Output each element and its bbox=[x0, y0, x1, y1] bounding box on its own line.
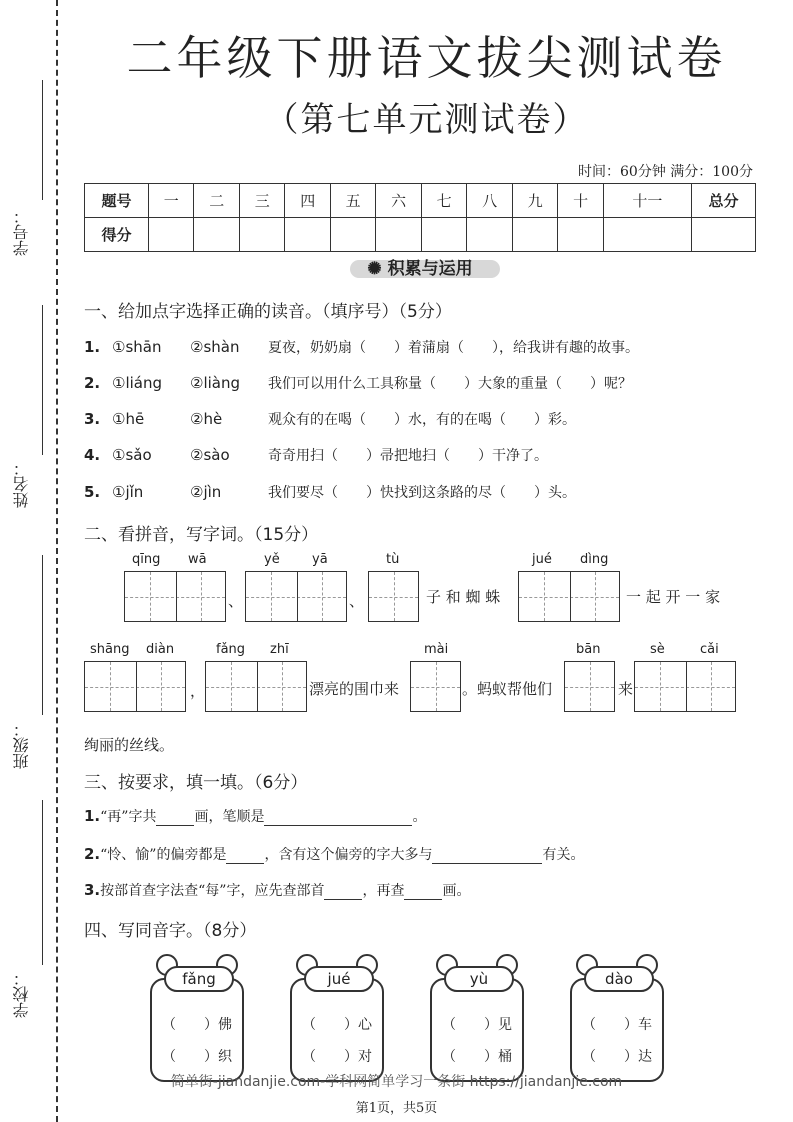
card-row[interactable]: （ ）织 bbox=[162, 1049, 232, 1065]
answer-blank[interactable] bbox=[324, 884, 362, 900]
separator-text: 、 bbox=[228, 592, 244, 610]
question-row bbox=[84, 337, 639, 357]
homophone-card bbox=[290, 970, 384, 1082]
score-table-col: 一 bbox=[149, 184, 194, 218]
score-table-header-row bbox=[85, 184, 756, 218]
card-word: 对 bbox=[358, 1049, 372, 1065]
option-2: ②jìn bbox=[190, 483, 222, 501]
card-word: 织 bbox=[218, 1049, 232, 1065]
card-row[interactable]: （ ）对 bbox=[302, 1049, 372, 1065]
section2-heading: 二、看拼音，写字词。（15分） bbox=[84, 525, 319, 545]
pinyin-label: wā bbox=[188, 552, 207, 567]
card-row[interactable]: （ ）车 bbox=[582, 1017, 652, 1033]
question-number: 3. bbox=[84, 881, 101, 899]
question-number: 1. bbox=[84, 338, 101, 356]
question-number: 2. bbox=[84, 845, 101, 863]
card-row[interactable]: （ ）心 bbox=[302, 1017, 372, 1033]
card-word: 达 bbox=[638, 1049, 652, 1065]
option-1: ①liáng bbox=[112, 374, 163, 392]
card-word: 佛 bbox=[218, 1017, 232, 1033]
score-table-col: 十一 bbox=[603, 184, 691, 218]
answer-blank[interactable] bbox=[226, 848, 264, 864]
option-1: ①sǎo bbox=[112, 446, 152, 464]
score-table-col: 七 bbox=[421, 184, 466, 218]
answer-blank[interactable] bbox=[432, 848, 542, 864]
score-table-col: 十 bbox=[558, 184, 603, 218]
score-table-row-label: 得分 bbox=[85, 218, 149, 252]
question-sentence: 夏夜，奶奶扇（ ）着蒲扇（ ），给我讲有趣的故事。 bbox=[268, 340, 639, 356]
card-row[interactable]: （ ）佛 bbox=[162, 1017, 232, 1033]
writing-grid[interactable] bbox=[245, 571, 347, 622]
card-pinyin: dào bbox=[584, 966, 654, 992]
question-text: 有关。 bbox=[542, 847, 585, 863]
time-info: 时间：60分钟 满分：100分 bbox=[578, 164, 753, 180]
question-row bbox=[84, 880, 470, 900]
section-banner bbox=[320, 254, 520, 282]
option-2: ②shàn bbox=[190, 338, 240, 356]
context-text: 子 和 蜘 蛛 bbox=[426, 588, 501, 606]
name-line[interactable] bbox=[42, 305, 43, 455]
question-sentence: 我们可以用什么工具称量（ ）大象的重量（ ）呢？ bbox=[268, 376, 632, 392]
writing-grid[interactable] bbox=[368, 571, 419, 622]
card-word: 心 bbox=[358, 1017, 372, 1033]
school-label: 学校： bbox=[12, 970, 31, 1018]
student-number-field bbox=[10, 80, 50, 260]
score-cell[interactable] bbox=[558, 218, 603, 252]
writing-grid[interactable] bbox=[124, 571, 226, 622]
name-field bbox=[10, 305, 50, 515]
context-text: 。蚂蚁帮他们 bbox=[462, 680, 553, 698]
score-table-col: 六 bbox=[376, 184, 421, 218]
score-table-col: 四 bbox=[285, 184, 330, 218]
pinyin-label: shāng bbox=[90, 642, 130, 657]
question-text: ，含有这个偏旁的字大多与 bbox=[264, 847, 433, 863]
option-1: ①jǐn bbox=[112, 483, 144, 501]
card-row[interactable]: （ ）达 bbox=[582, 1049, 652, 1065]
pinyin-label: tù bbox=[386, 552, 400, 567]
context-text: 一 起 开 一 家 bbox=[626, 588, 721, 606]
writing-grid[interactable] bbox=[518, 571, 620, 622]
pinyin-label: mài bbox=[424, 642, 449, 657]
student-number-line[interactable] bbox=[42, 80, 43, 200]
score-cell[interactable] bbox=[603, 218, 691, 252]
card-row[interactable]: （ ）桶 bbox=[442, 1049, 512, 1065]
option-1: ①hē bbox=[112, 410, 145, 428]
pinyin-label: diàn bbox=[146, 642, 175, 657]
question-number: 1. bbox=[84, 807, 101, 825]
score-cell[interactable] bbox=[239, 218, 284, 252]
separator-text: 、 bbox=[349, 592, 365, 610]
question-text: “再”字共 bbox=[100, 809, 157, 825]
score-table-score-row bbox=[85, 218, 756, 252]
class-label: 班级： bbox=[12, 721, 31, 769]
question-text: 。 bbox=[412, 809, 427, 825]
card-pinyin: yù bbox=[444, 966, 514, 992]
class-line[interactable] bbox=[42, 555, 43, 715]
score-cell[interactable] bbox=[194, 218, 239, 252]
banner-star-icon: ✺ bbox=[367, 259, 388, 279]
writing-grid[interactable] bbox=[634, 661, 736, 712]
page-title: 二年级下册语文拔尖测试卷 bbox=[126, 31, 727, 85]
context-text: 漂亮的围巾来 bbox=[309, 680, 400, 698]
question-sentence: 奇奇用扫（ ）帚把地扫（ ）干净了。 bbox=[268, 448, 548, 464]
score-table bbox=[84, 183, 756, 252]
question-number: 3. bbox=[84, 410, 101, 428]
question-sentence: 我们要尽（ ）快找到这条路的尽（ ）头。 bbox=[268, 485, 576, 501]
score-cell[interactable] bbox=[149, 218, 194, 252]
watermark-text: 简单街-jiandanjie.com-学科网简单学习一条街 https://jiandanjie.com bbox=[170, 1074, 623, 1090]
question-row bbox=[84, 482, 576, 502]
pinyin-label: cǎi bbox=[700, 642, 719, 657]
question-number: 2. bbox=[84, 374, 101, 392]
section1-heading: 一、给加点字选择正确的读音。（填序号）（5分） bbox=[84, 302, 452, 322]
score-cell[interactable] bbox=[421, 218, 466, 252]
context-text: 绚丽的丝线。 bbox=[84, 736, 175, 754]
card-word: 见 bbox=[498, 1017, 512, 1033]
option-2: ②liàng bbox=[190, 374, 241, 392]
score-table-col: 五 bbox=[330, 184, 375, 218]
pinyin-label: qīng bbox=[132, 552, 161, 567]
pinyin-label: sè bbox=[650, 642, 665, 657]
answer-blank[interactable] bbox=[404, 884, 442, 900]
context-text: 来 bbox=[618, 680, 634, 698]
pinyin-label: yā bbox=[312, 552, 328, 567]
binding-dashed-line bbox=[56, 0, 58, 1122]
score-cell[interactable] bbox=[285, 218, 330, 252]
card-pinyin: jué bbox=[304, 966, 374, 992]
question-row bbox=[84, 445, 548, 465]
separator-text: ， bbox=[190, 682, 206, 700]
section3-heading: 三、按要求，填一填。（6分） bbox=[84, 773, 308, 793]
score-table-col: 三 bbox=[239, 184, 284, 218]
answer-blank[interactable] bbox=[264, 810, 412, 826]
question-number: 4. bbox=[84, 446, 101, 464]
card-word: 桶 bbox=[498, 1049, 512, 1065]
card-row[interactable]: （ ）见 bbox=[442, 1017, 512, 1033]
pinyin-label: jué bbox=[532, 552, 552, 567]
question-sentence: 观众有的在喝（ ）水，有的在喝（ ）彩。 bbox=[268, 412, 576, 428]
score-table-col-total: 总分 bbox=[692, 184, 756, 218]
option-2: ②sào bbox=[190, 446, 230, 464]
homophone-card bbox=[570, 970, 664, 1082]
question-number: 5. bbox=[84, 483, 101, 501]
school-line[interactable] bbox=[42, 800, 43, 965]
score-table-col: 九 bbox=[512, 184, 557, 218]
class-field bbox=[10, 555, 50, 775]
question-text: 画。 bbox=[442, 883, 471, 899]
question-row bbox=[84, 806, 426, 826]
option-2: ②hè bbox=[190, 410, 223, 428]
card-word: 车 bbox=[638, 1017, 652, 1033]
score-cell[interactable] bbox=[512, 218, 557, 252]
score-cell[interactable] bbox=[376, 218, 421, 252]
page-number: 第1页，共5页 bbox=[355, 1101, 438, 1116]
question-row bbox=[84, 844, 584, 864]
card-pinyin: fǎng bbox=[164, 966, 234, 992]
score-cell[interactable] bbox=[692, 218, 756, 252]
writing-grid[interactable] bbox=[84, 661, 186, 712]
homophone-card bbox=[430, 970, 524, 1082]
question-row bbox=[84, 409, 576, 429]
score-cell[interactable] bbox=[467, 218, 512, 252]
writing-grid[interactable] bbox=[205, 661, 307, 712]
question-row bbox=[84, 373, 632, 393]
option-1: ①shān bbox=[112, 338, 162, 356]
name-label: 姓名： bbox=[12, 460, 31, 508]
school-field bbox=[10, 800, 50, 1020]
question-text: “怜、愉”的偏旁都是 bbox=[100, 847, 227, 863]
homophone-card bbox=[150, 970, 244, 1082]
writing-grid[interactable] bbox=[410, 661, 461, 712]
answer-blank[interactable] bbox=[156, 810, 194, 826]
page-subtitle: （第七单元测试卷） bbox=[264, 100, 589, 140]
pinyin-label: zhī bbox=[270, 642, 289, 657]
score-table-row-label: 题号 bbox=[85, 184, 149, 218]
score-table-col: 二 bbox=[194, 184, 239, 218]
question-text: 画，笔顺是 bbox=[194, 809, 265, 825]
question-text: ，再查 bbox=[362, 883, 405, 899]
writing-grid[interactable] bbox=[564, 661, 615, 712]
pinyin-label: yě bbox=[264, 552, 280, 567]
section4-heading: 四、写同音字。（8分） bbox=[84, 921, 257, 941]
student-number-label: 学号： bbox=[12, 208, 31, 256]
score-table-col: 八 bbox=[467, 184, 512, 218]
banner-title: 积累与运用 bbox=[387, 259, 473, 279]
pinyin-label: dìng bbox=[580, 552, 609, 567]
question-text: 按部首查字法查“每”字，应先查部首 bbox=[100, 883, 325, 899]
pinyin-label: bān bbox=[576, 642, 601, 657]
score-cell[interactable] bbox=[330, 218, 375, 252]
pinyin-label: fǎng bbox=[216, 642, 246, 657]
